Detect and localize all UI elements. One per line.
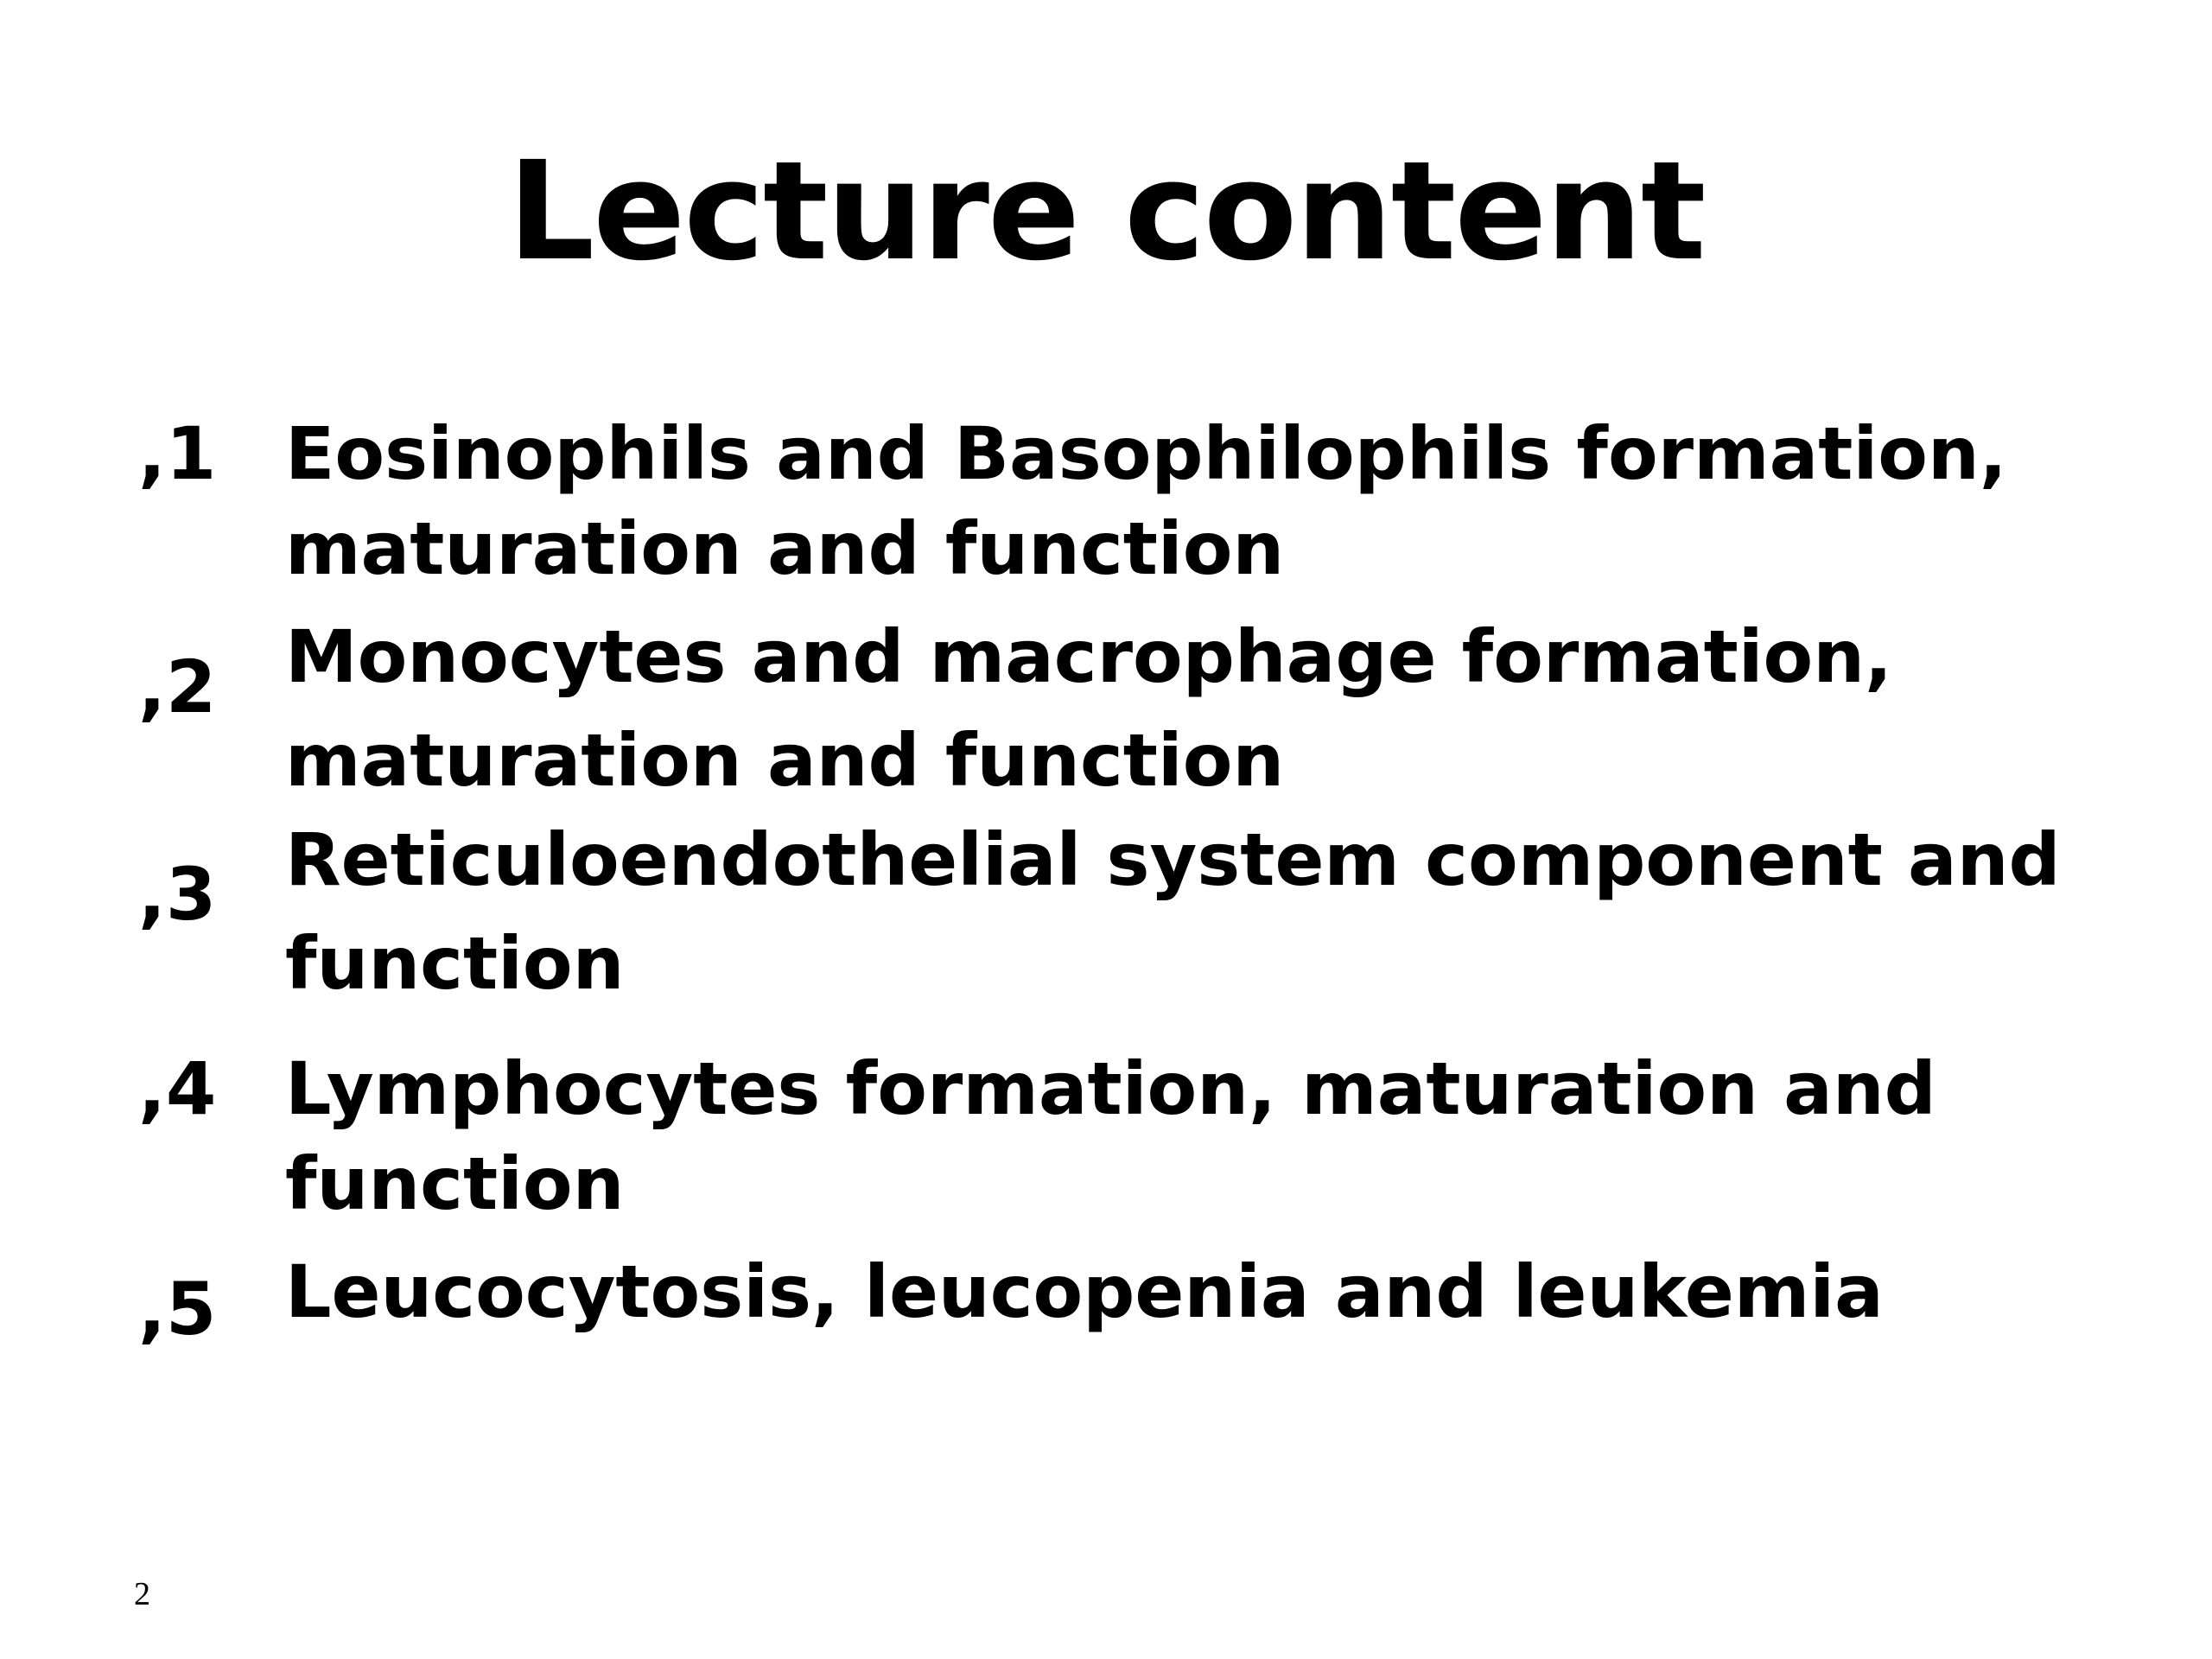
list-item-line: maturation and function	[285, 718, 1285, 803]
list-item-number: ,2	[138, 645, 217, 729]
list-item-text	[285, 406, 2169, 596]
slide-title: Lecture content	[507, 132, 1705, 291]
list-item-line: Reticuloendothelial system component and	[285, 817, 2061, 902]
list-item-text	[285, 808, 2169, 1015]
list-item-line: Lymphocytes formation, maturation and	[285, 1046, 1936, 1131]
list-item-line: Monocytes and macrophage formation,	[285, 614, 1892, 699]
list-item-number: ,4	[138, 1046, 217, 1131]
list-item-line: maturation and function	[285, 506, 1285, 591]
list-item-text	[285, 1244, 2169, 1339]
list-item-text	[285, 605, 2169, 812]
list-item-number: ,3	[138, 852, 217, 937]
list-item-number: ,1	[138, 411, 217, 496]
list-item-line: Eosinophils and Basophilophils formation,	[285, 411, 2007, 496]
list-item-text	[285, 1041, 2169, 1231]
page-number: 2	[134, 1576, 150, 1612]
list-item-line: function	[285, 921, 625, 1006]
list-item-line: Leucocytosis, leucopenia and leukemia	[285, 1249, 1884, 1334]
list-item-line: function	[285, 1141, 625, 1226]
list-item-number: ,5	[138, 1267, 217, 1351]
